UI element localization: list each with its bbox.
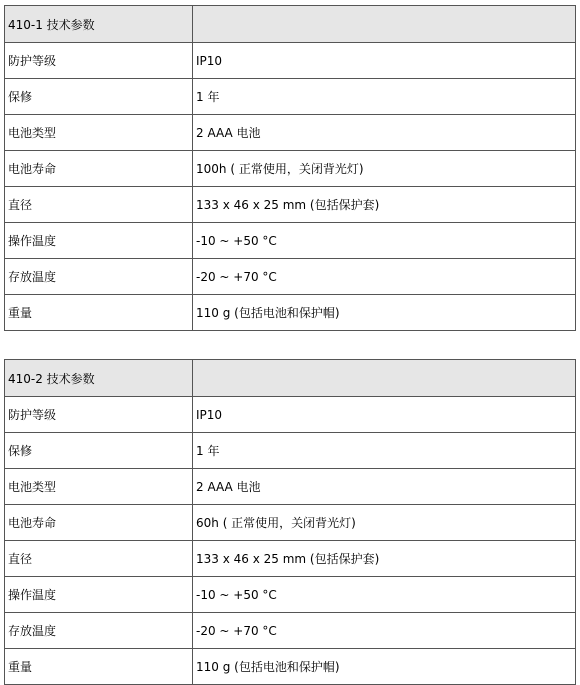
spec-value: IP10 [193, 43, 576, 79]
table-row [5, 223, 576, 259]
spec-value: 1 年 [193, 79, 576, 115]
table-row [5, 469, 576, 505]
table-row [5, 79, 576, 115]
spec-value: 133 x 46 x 25 mm (包括保护套) [193, 541, 576, 577]
spec-value: -10 ~ +50 °C [193, 577, 576, 613]
spec-table-410-1 [4, 5, 576, 331]
table-row [5, 43, 576, 79]
spec-table-410-2 [4, 359, 576, 685]
table-row [5, 541, 576, 577]
spec-value: 2 AAA 电池 [193, 115, 576, 151]
spec-label: 电池类型 [5, 469, 193, 505]
table-row [5, 613, 576, 649]
spec-label: 保修 [5, 433, 193, 469]
spec-label: 保修 [5, 79, 193, 115]
table-row [5, 505, 576, 541]
table-row [5, 295, 576, 331]
spec-label: 操作温度 [5, 577, 193, 613]
table-row [5, 433, 576, 469]
spec-value: -20 ~ +70 °C [193, 613, 576, 649]
spec-value: 133 x 46 x 25 mm (包括保护套) [193, 187, 576, 223]
spec-label: 防护等级 [5, 43, 193, 79]
spec-label: 防护等级 [5, 397, 193, 433]
spec-value: -10 ~ +50 °C [193, 223, 576, 259]
table-header-row [5, 360, 576, 397]
spec-label: 重量 [5, 649, 193, 685]
table-row [5, 649, 576, 685]
spec-value: 1 年 [193, 433, 576, 469]
spec-label: 电池寿命 [5, 151, 193, 187]
spec-value: 100h ( 正常使用，关闭背光灯) [193, 151, 576, 187]
spec-label: 操作温度 [5, 223, 193, 259]
spec-value: 60h ( 正常使用，关闭背光灯) [193, 505, 576, 541]
table-title: 410-1 技术参数 [5, 6, 193, 43]
table-row [5, 397, 576, 433]
table-row [5, 577, 576, 613]
spec-label: 电池寿命 [5, 505, 193, 541]
spec-value: 2 AAA 电池 [193, 469, 576, 505]
table-row [5, 259, 576, 295]
table-header-empty-cell [193, 360, 576, 397]
spec-label: 重量 [5, 295, 193, 331]
table-header-empty-cell [193, 6, 576, 43]
spec-label: 存放温度 [5, 613, 193, 649]
table-title: 410-2 技术参数 [5, 360, 193, 397]
table-header-row [5, 6, 576, 43]
table-row [5, 187, 576, 223]
table-row [5, 151, 576, 187]
spec-value: 110 g (包括电池和保护帽) [193, 295, 576, 331]
spec-value: 110 g (包括电池和保护帽) [193, 649, 576, 685]
spec-label: 存放温度 [5, 259, 193, 295]
spec-label: 电池类型 [5, 115, 193, 151]
spec-label: 直径 [5, 541, 193, 577]
spec-value: -20 ~ +70 °C [193, 259, 576, 295]
spec-label: 直径 [5, 187, 193, 223]
table-row [5, 115, 576, 151]
spec-value: IP10 [193, 397, 576, 433]
